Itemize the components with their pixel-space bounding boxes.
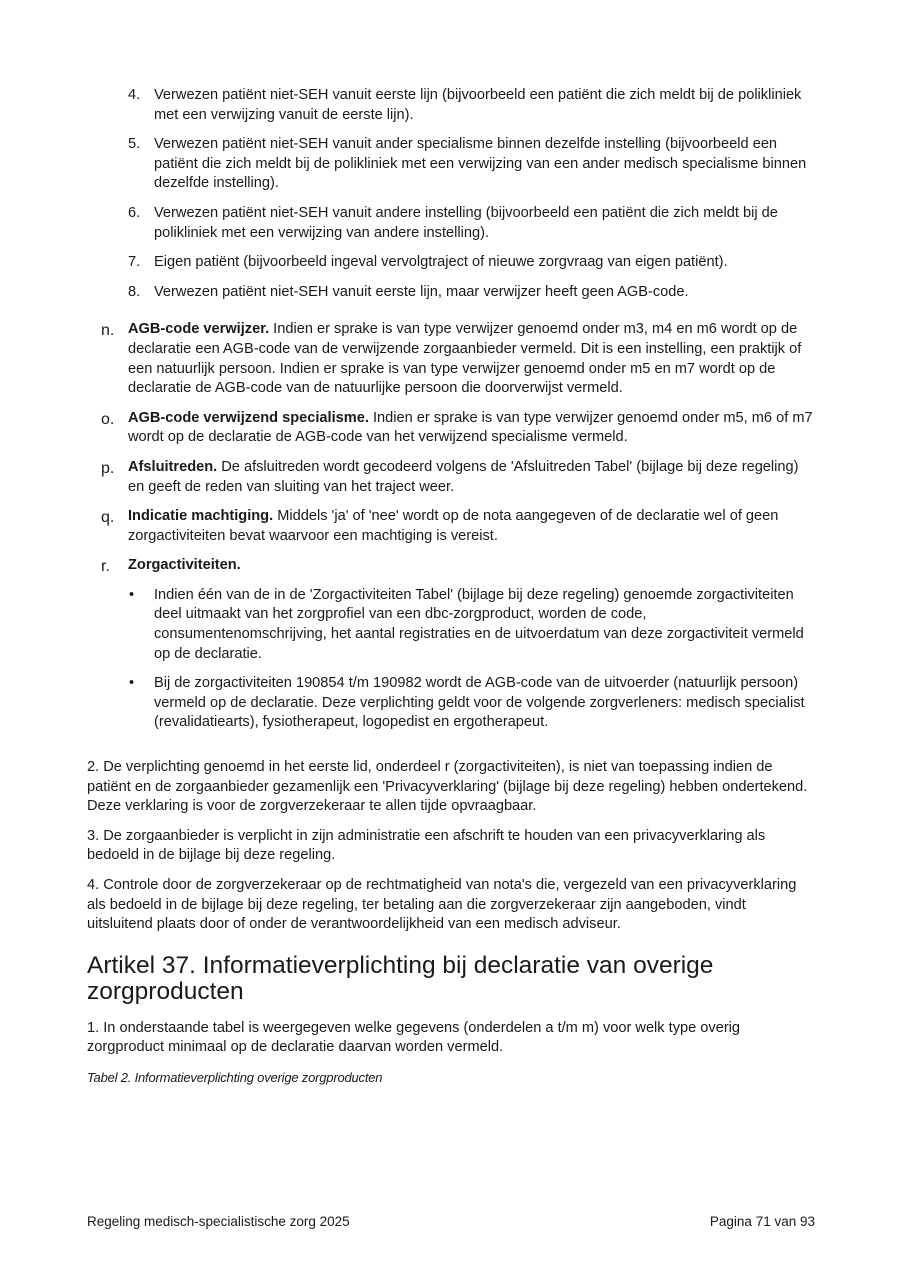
item-letter: p. [101,459,115,477]
list-item-p [101,458,815,497]
list-item-o [101,409,815,448]
article-paragraph: 1. In onderstaande tabel is weergegeven welke gegevens (onderdelen a t/m m) voor welk type overig zorgproduct minimaal op de declaratie daarvan worden vermeld. [87,1019,741,1056]
lettered-list [87,320,815,733]
bullet-text: Indien één van de in de 'Zorgactiviteiten Tabel' (bijlage bij deze regeling) genoemde zorgactiviteiten deel uitmaakt van het zorgprofiel van een dbc-zorgproduct, worden de code, consumentenomschrijving, het aantal registraties en de uitvoerdatum van deze zorgactiviteit vermeld op de declaratie. [154,586,804,662]
item-text: Indien er sprake is van type verwijzer genoemd onder m3, m4 en m6 wordt op de declaratie een AGB-code van de verwijzende zorgaanbieder vermeld. Dit is een instelling, een praktijk of een natuurlijk persoon. Indien er sprake is van type verwijzer genoemd onder m5 en m7 wordt op de declaratie de AGB-code van de natuurlijke persoon die doorverwijst vermeld. [128,321,802,397]
list-item [128,204,815,243]
item-term: Afsluitreden. [128,458,218,475]
bullet-item [129,674,815,733]
item-number: 8. [128,283,141,300]
item-text: Verwezen patiënt niet-SEH vanuit eerste lijn, maar verwijzer heeft geen AGB-code. [154,283,689,300]
item-text: Verwezen patiënt niet-SEH vanuit ander specialisme binnen dezelfde instelling (bijvoorbeeld een patiënt die zich meldt bij de polikliniek met een verwijzing van een ander medisch specialisme binnen dezelfde instelling). [154,136,807,192]
item-term: Indicatie machtiging. [128,508,274,525]
table-caption: Tabel 2. Informatieverplichting overige zorgproducten [87,1069,383,1085]
list-item [128,253,815,273]
referrer-type-list [87,86,815,302]
list-item [128,283,815,303]
item-text: Verwezen patiënt niet-SEH vanuit eerste lijn (bijvoorbeeld een patiënt die zich meldt bij de polikliniek met een verwijzing vanuit de eerste lijn). [154,87,802,123]
item-letter: n. [101,322,115,340]
page-content [87,86,815,1088]
list-item-q [101,507,815,546]
bullet-item [129,586,815,664]
bullet-icon: • [129,586,135,603]
item-term: AGB-code verwijzer. [128,321,270,338]
list-item-r [101,556,815,733]
list-item-n [101,320,815,398]
item-text: Verwezen patiënt niet-SEH vanuit andere instelling (bijvoorbeeld een patiënt die zich meldt bij de polikliniek met een verwijzing van andere instelling). [154,204,778,241]
item-letter: r. [101,558,110,576]
bullet-text: Bij de zorgactiviteiten 190854 t/m 190982 wordt de AGB-code van de uitvoerder (natuurlijk persoon) vermeld op de declaratie. Deze verplichting geldt voor de volgende zorgverleners: medisch specialist (revalidatiearts), fysiotherapeut, logopedist en ergotherapeut. [154,675,805,731]
item-letter: o. [101,410,115,428]
paragraph-4: 4. Controle door de zorgverzekeraar op de rechtmatigheid van nota's die, vergezeld van een privacyverklaring als bedoeld in de bijlage bij deze regeling, ter betaling aan die zorgverzekeraar zijn aangeboden, vindt uitsluitend plaats door of onder de verantwoordelijkheid van een medisch adviseur. [87,877,797,933]
paragraph-2: 2. De verplichting genoemd in het eerste lid, onderdeel r (zorgactiviteiten), is niet van toepassing indien de patiënt en de zorgaanbieder gezamenlijk een 'Privacyverklaring' (bijlage bij deze regeling) hebben ondertekend. Deze verklaring is voor de zorgverzekeraar te allen tijde opvraagbaar. [87,759,808,815]
item-text: De afsluitreden wordt gecodeerd volgens de 'Afsluitreden Tabel' (bijlage bij deze regeling) en geeft de reden van sluiting van het traject weer. [128,458,799,495]
item-text: Indien er sprake is van type verwijzer genoemd onder m5, m6 of m7 wordt op de declaratie de AGB-code van het verwijzend specialisme vermeld. [128,409,813,446]
item-number: 5. [128,136,141,153]
paragraphs [87,758,815,935]
item-text: Middels 'ja' of 'nee' wordt op de nota aangegeven of de declaratie wel of geen zorgactiviteiten bevat waarvoor een machtiging is vereist. [128,508,779,544]
item-term: Zorgactiviteiten. [128,557,241,574]
list-item [128,135,815,194]
item-text: Eigen patiënt (bijvoorbeeld ingeval vervolgtraject of nieuwe zorgvraag van eigen patiënt). [154,254,728,271]
bullet-list [128,586,815,733]
footer-page-number: Pagina 71 van 93 [709,1214,815,1229]
item-number: 6. [128,204,141,221]
item-letter: q. [101,509,115,527]
bullet-icon: • [129,675,135,692]
footer-document-title: Regeling medisch-specialistische zorg 2025 [87,1214,350,1229]
item-term: AGB-code verwijzend specialisme. [128,409,369,426]
item-number: 7. [128,254,141,271]
item-number: 4. [128,87,141,103]
paragraph-3: 3. De zorgaanbieder is verplicht in zijn administratie een afschrift te houden van een privacyverklaring als bedoeld in de bijlage bij deze regeling. [87,827,766,864]
list-item [128,86,815,125]
article-heading: Artikel 37. Informatieverplichting bij declaratie van overige zorgproducten [87,951,714,1005]
